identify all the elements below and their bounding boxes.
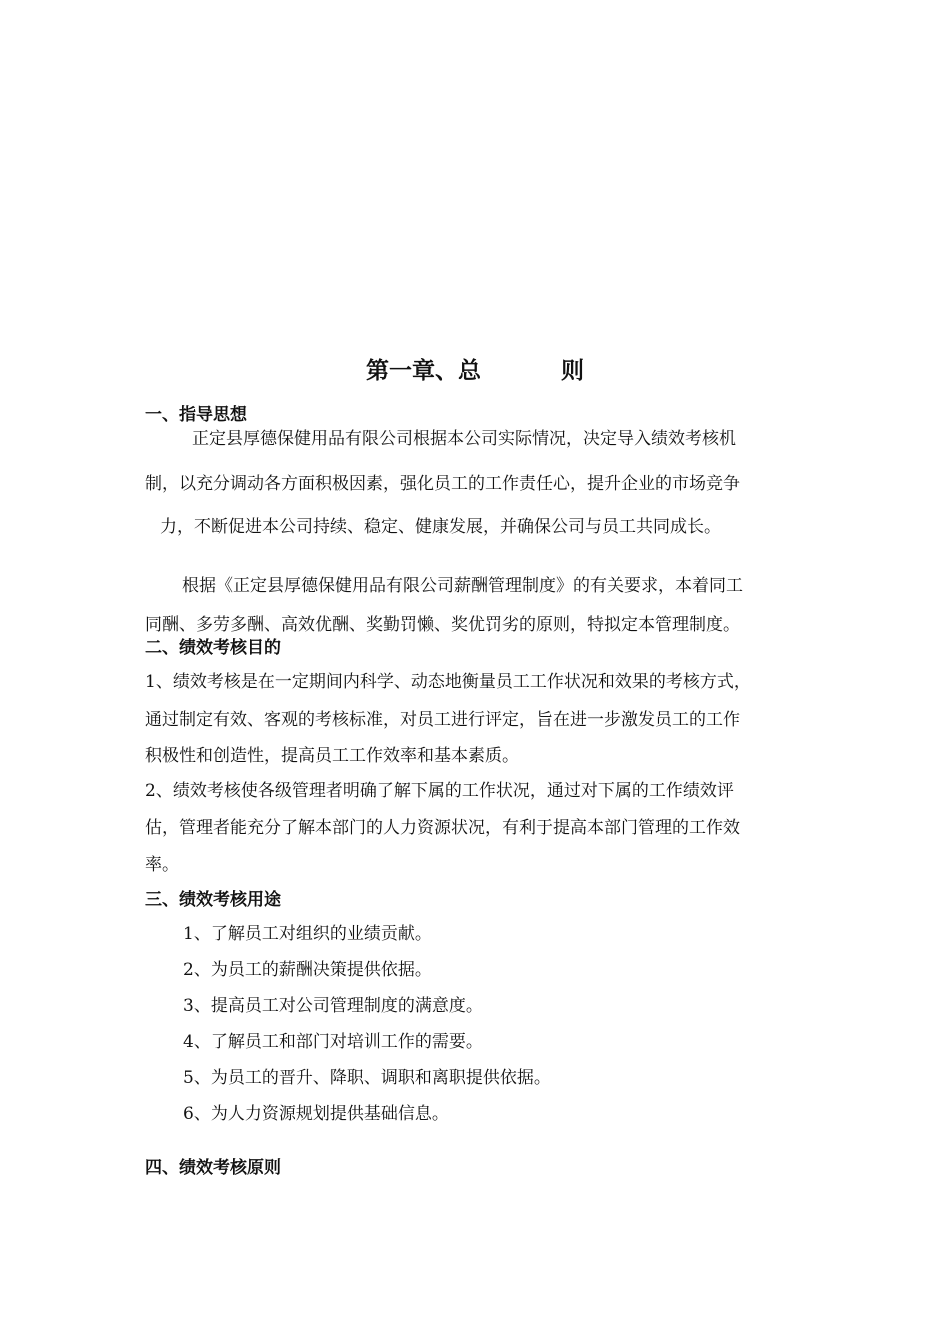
purpose-line-6: 率。	[145, 855, 179, 875]
use-item-6: 6、为人力资源规划提供基础信息。	[183, 1104, 449, 1124]
guiding-line-5: 同酬、多劳多酬、高效优酬、奖勤罚懒、奖优罚劣的原则，特拟定本管理制度。	[145, 615, 740, 635]
chapter-title-right: 则	[561, 358, 584, 384]
chapter-title-left: 第一章、总	[366, 358, 481, 384]
use-item-3: 3、提高员工对公司管理制度的满意度。	[183, 996, 483, 1016]
use-item-1: 1、了解员工对组织的业绩贡献。	[183, 924, 432, 944]
purpose-line-3: 积极性和创造性，提高员工工作效率和基本素质。	[145, 746, 519, 766]
purpose-line-4: 2、绩效考核使各级管理者明确了解下属的工作状况，通过对下属的工作绩效评	[145, 781, 734, 801]
purpose-line-5: 估，管理者能充分了解本部门的人力资源状况，有利于提高本部门管理的工作效	[145, 818, 740, 838]
guiding-line-2: 制，以充分调动各方面积极因素，强化员工的工作责任心，提升企业的市场竞争	[145, 474, 740, 494]
guiding-line-4: 根据《正定县厚德保健用品有限公司薪酬管理制度》的有关要求，本着同工	[182, 576, 743, 596]
guiding-line-1: 正定县厚德保健用品有限公司根据本公司实际情况，决定导入绩效考核机	[192, 429, 736, 449]
use-item-2: 2、为员工的薪酬决策提供依据。	[183, 960, 432, 980]
guiding-line-3: 力，不断促进本公司持续、稳定、健康发展，并确保公司与员工共同成长。	[160, 517, 721, 537]
purpose-line-2: 通过制定有效、客观的考核标准，对员工进行评定，旨在进一步激发员工的工作	[145, 710, 740, 730]
section-heading-uses: 三、绩效考核用途	[145, 890, 281, 910]
section-heading-principles: 四、绩效考核原则	[145, 1158, 281, 1178]
use-item-5: 5、为员工的晋升、降职、调职和离职提供依据。	[183, 1068, 551, 1088]
use-item-4: 4、了解员工和部门对培训工作的需要。	[183, 1032, 483, 1052]
chapter-title	[0, 352, 950, 385]
section-heading-purpose: 二、绩效考核目的	[145, 638, 281, 658]
section-heading-guiding: 一、指导思想	[145, 405, 247, 425]
purpose-line-1: 1、绩效考核是在一定期间内科学、动态地衡量员工工作状况和效果的考核方式，	[145, 672, 751, 692]
